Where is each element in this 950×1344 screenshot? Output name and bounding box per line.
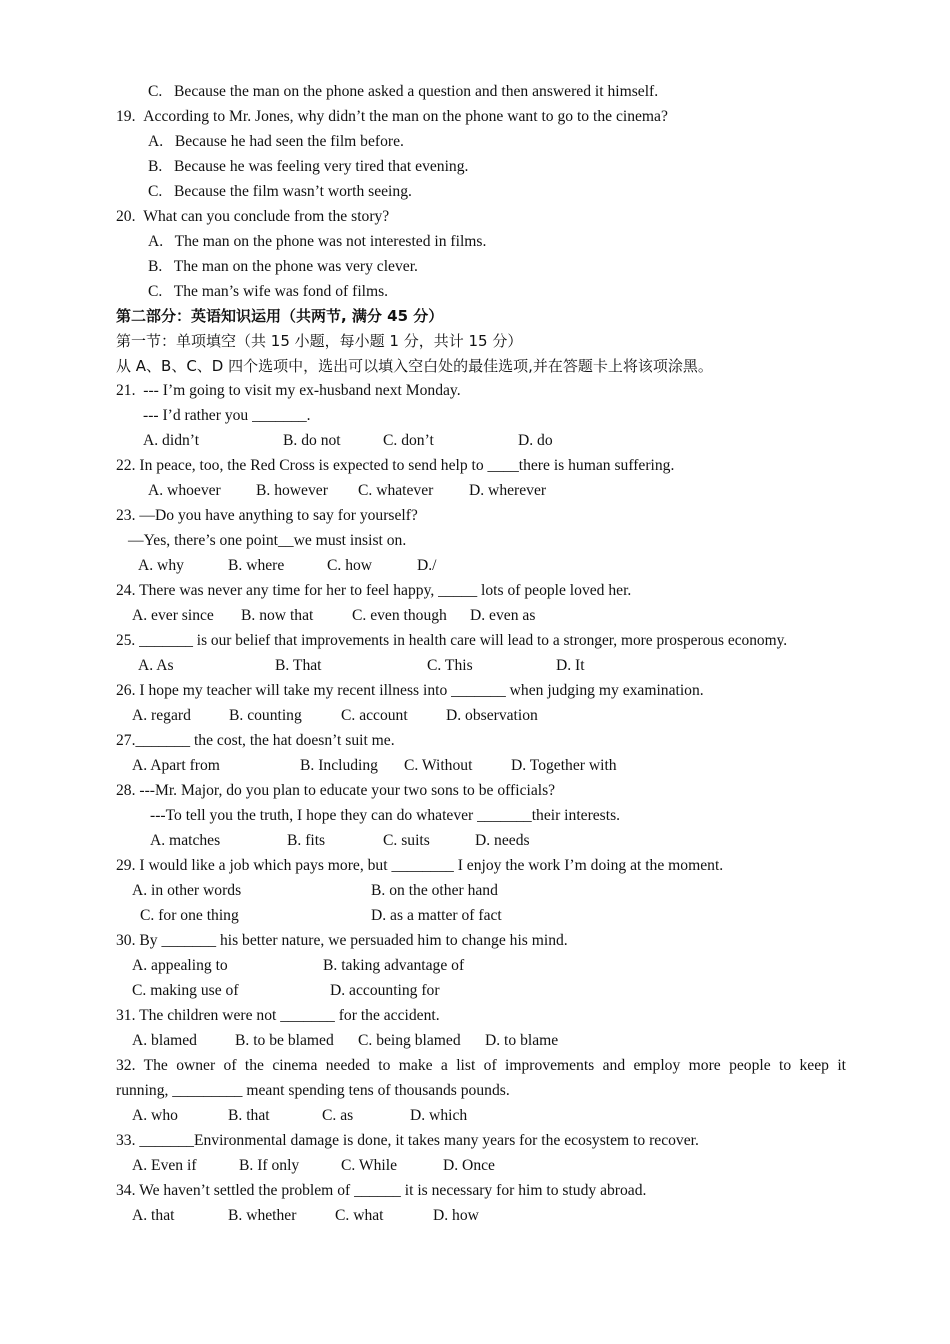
q30-option-b: B. taking advantage of [323, 957, 465, 974]
q29-option-d: D. as a matter of fact [371, 907, 502, 924]
q29-option-b: B. on the other hand [371, 882, 498, 899]
q21-option-d: D. do [518, 432, 553, 449]
q21-line1: 21. --- I’m going to visit my ex-husband next Monday. [116, 382, 461, 399]
q25-option-a: A. As [138, 657, 174, 674]
q31-stem: 31. The children were not _______ for the accident. [116, 1007, 440, 1024]
q30-option-d: D. accounting for [330, 982, 440, 999]
q34-option-c: C. what [335, 1207, 384, 1224]
q28-line1: 28. ---Mr. Major, do you plan to educate your two sons to be officials? [116, 782, 556, 799]
q27-option-a: A. Apart from [132, 757, 220, 774]
q19-option-a: A. Because he had seen the film before. [148, 133, 404, 150]
q22-stem: 22. In peace, too, the Red Cross is expected to send help to ____there is human suffering. [116, 457, 675, 474]
q22-option-a: A. whoever [148, 482, 221, 499]
q23-option-b: B. where [228, 557, 285, 574]
q28-option-a: A. matches [150, 832, 221, 849]
q31-option-b: B. to be blamed [235, 1032, 334, 1049]
q27-option-c: C. Without [404, 757, 473, 774]
q34-option-a: A. that [132, 1207, 175, 1224]
q26-option-c: C. account [341, 707, 408, 724]
q30-stem: 30. By _______ his better nature, we persuaded him to change his mind. [116, 932, 568, 949]
q19-option-c: C. Because the film wasn’t worth seeing. [148, 183, 412, 200]
q25-stem: 25. _______ is our belief that improvements in health care will lead to a stronger, more prosperous economy. [116, 632, 788, 649]
q32-option-b: B. that [228, 1107, 270, 1124]
q22-option-b: B. however [256, 482, 328, 499]
q22-option-d: D. wherever [469, 482, 547, 499]
q30-option-c: C. making use of [132, 982, 239, 999]
q18-option-c: C. Because the man on the phone asked a question and then answered it himself. [148, 83, 659, 100]
q29-stem: 29. I would like a job which pays more, but ________ I enjoy the work I’m doing at the moment. [116, 857, 724, 874]
q28-option-c: C. suits [383, 832, 430, 849]
q20-option-c: C. The man’s wife was fond of films. [148, 283, 389, 300]
q24-option-c: C. even though [352, 607, 447, 624]
q26-stem: 26. I hope my teacher will take my recent illness into _______ when judging my examination. [116, 682, 704, 699]
q27-stem: 27._______ the cost, the hat doesn’t suit me. [116, 732, 395, 749]
q23-line1: 23. —Do you have anything to say for yourself? [116, 507, 418, 524]
q27-option-b: B. Including [300, 757, 378, 774]
q20-option-a: A. The man on the phone was not interested in films. [148, 233, 487, 250]
q33-option-c: C. While [341, 1157, 398, 1174]
q28-option-b: B. fits [287, 832, 326, 849]
q19-stem: 19. According to Mr. Jones, why didn’t the man on the phone want to go to the cinema? [116, 108, 668, 125]
q26-option-d: D. observation [446, 707, 538, 724]
q21-line2: --- I’d rather you _______. [143, 407, 311, 424]
q31-option-a: A. blamed [132, 1032, 197, 1049]
q32-line1: 32. The owner of the cinema needed to make a list of improvements and employ more people to keep it [116, 1057, 846, 1074]
q19-option-b: B. Because he was feeling very tired that evening. [148, 158, 469, 175]
q32-line2: running, _________ meant spending tens of thousands pounds. [116, 1082, 510, 1099]
q30-option-a: A. appealing to [132, 957, 228, 974]
q24-option-b: B. now that [241, 607, 314, 624]
q23-option-c: C. how [327, 557, 373, 574]
q34-stem: 34. We haven’t settled the problem of ______ it is necessary for him to study abroad. [116, 1182, 647, 1199]
q23-option-a: A. why [138, 557, 184, 574]
q28-option-d: D. needs [475, 832, 530, 849]
q26-option-a: A. regard [132, 707, 191, 724]
q32-option-c: C. as [322, 1107, 354, 1124]
q25-option-d: D. It [556, 657, 585, 674]
q33-option-b: B. If only [239, 1157, 300, 1174]
q31-option-d: D. to blame [485, 1032, 559, 1049]
q25-option-b: B. That [275, 657, 322, 674]
q24-option-a: A. ever since [132, 607, 214, 624]
q24-option-d: D. even as [470, 607, 536, 624]
q21-option-b: B. do not [283, 432, 341, 449]
q32-option-d: D. which [410, 1107, 468, 1124]
q20-option-b: B. The man on the phone was very clever. [148, 258, 418, 275]
q32-option-a: A. who [132, 1107, 178, 1124]
q33-option-d: D. Once [443, 1157, 495, 1174]
q24-stem: 24. There was never any time for her to feel happy, _____ lots of people loved her. [116, 582, 632, 599]
q34-option-d: D. how [433, 1207, 479, 1224]
q25-option-c: C. This [427, 657, 473, 674]
q28-line2: ---To tell you the truth, I hope they can do whatever _______their interests. [150, 807, 621, 824]
q23-line2: —Yes, there’s one point__we must insist on. [128, 532, 407, 549]
q26-option-b: B. counting [229, 707, 302, 724]
section-sub-heading: 第一节：单项填空（共 15 小题，每小题 1 分，共计 15 分） [116, 332, 523, 350]
section-heading: 第二部分：英语知识运用（共两节, 满分 45 分） [116, 307, 444, 325]
q29-option-c: C. for one thing [140, 907, 239, 924]
q20-stem: 20. What can you conclude from the story? [116, 208, 390, 225]
q34-option-b: B. whether [228, 1207, 297, 1224]
q21-option-c: C. don’t [383, 432, 434, 449]
q33-stem: 33. _______Environmental damage is done, it takes many years for the ecosystem to recover. [116, 1132, 699, 1149]
q31-option-c: C. being blamed [358, 1032, 461, 1049]
q27-option-d: D. Together with [511, 757, 617, 774]
q33-option-a: A. Even if [132, 1157, 197, 1174]
q29-option-a: A. in other words [132, 882, 242, 899]
q21-option-a: A. didn’t [143, 432, 200, 449]
section-instruction: 从 A、B、C、D 四个选项中，选出可以填入空白处的最佳选项,并在答题卡上将该项涂黑。 [116, 357, 713, 375]
q23-option-d: D./ [417, 557, 437, 574]
q22-option-c: C. whatever [358, 482, 434, 499]
